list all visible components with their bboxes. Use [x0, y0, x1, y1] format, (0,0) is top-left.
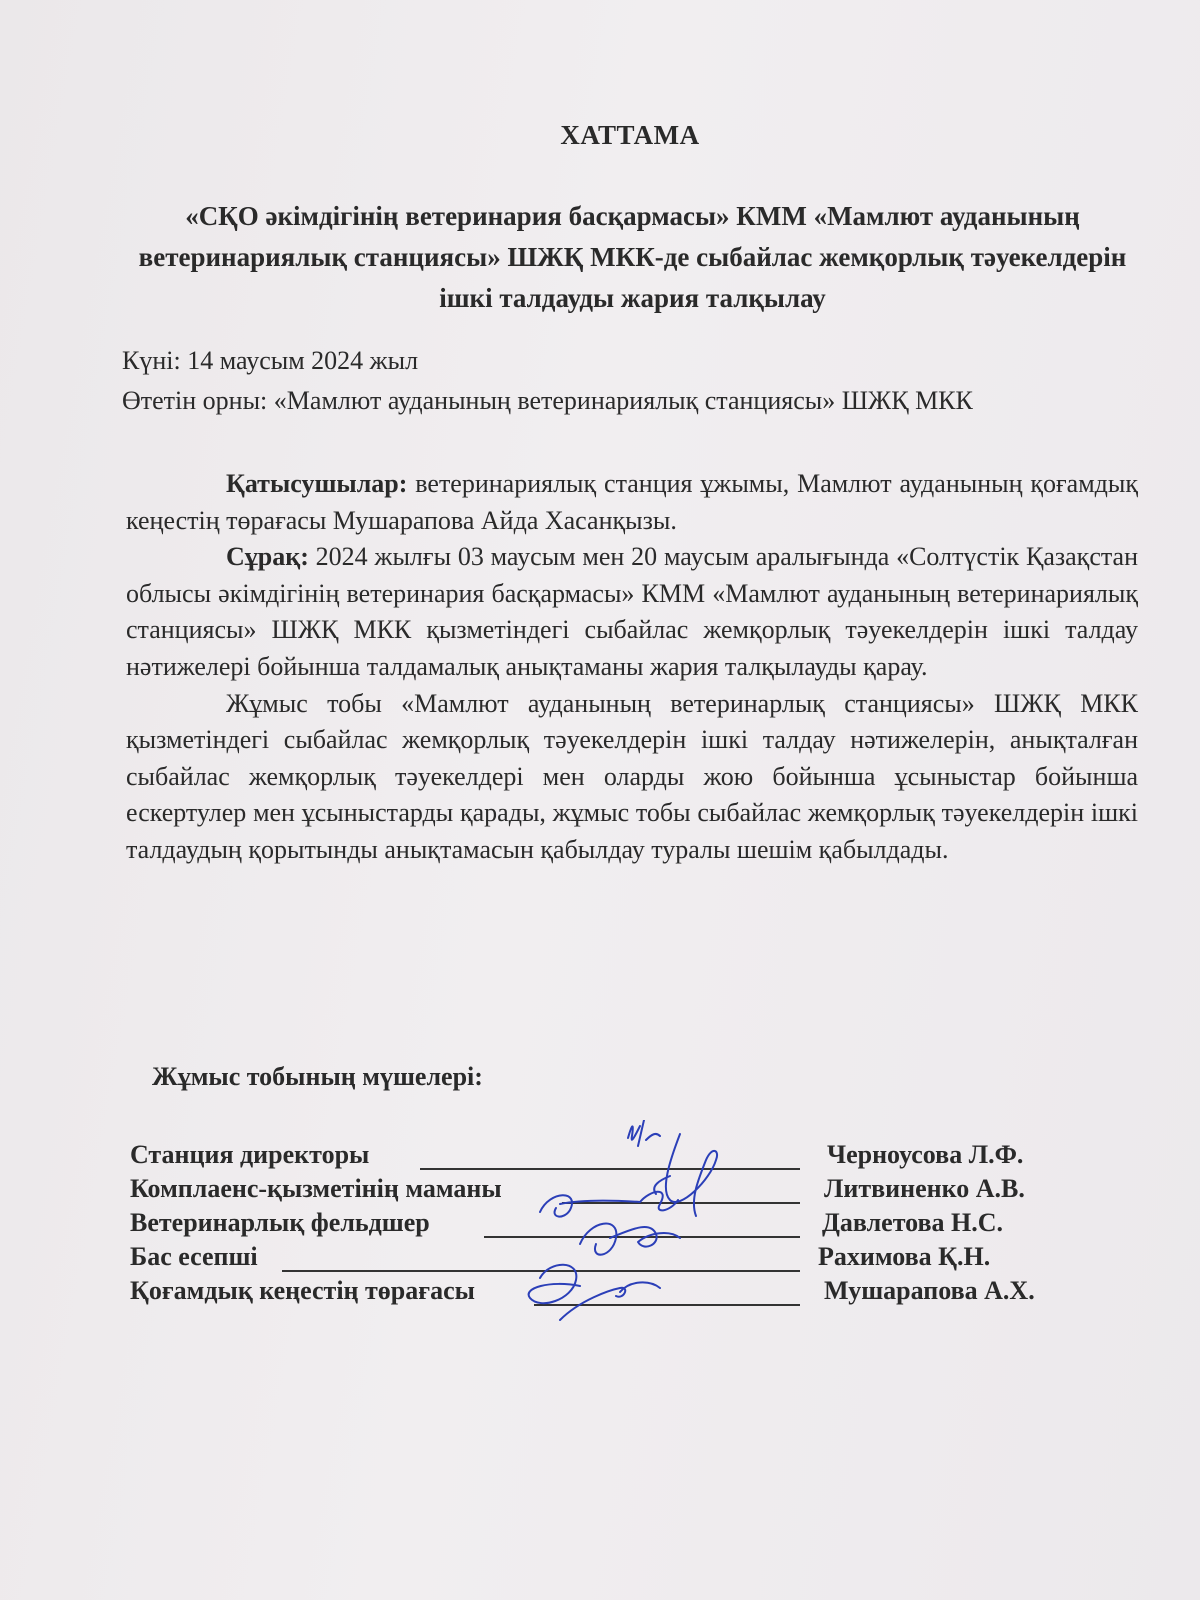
signatory-name: Черноусова Л.Ф.	[827, 1140, 1024, 1169]
signature-row	[130, 1208, 1070, 1242]
signatory-role: Комплаенс-қызметінің маманы	[130, 1174, 502, 1203]
signature-row	[130, 1174, 1070, 1208]
document-body	[126, 466, 1138, 869]
meeting-date: Күні: 14 маусым 2024 жыл	[122, 346, 419, 375]
signature-row	[130, 1242, 1070, 1276]
signature-line	[282, 1270, 800, 1272]
decision-paragraph: Жұмыс тобы «Мамлют ауданының ветеринарлық станциясы» ШЖҚ МКК қызметіндегі сыбайлас жемқорлық тәуекелдерін ішкі талдау нәтижелерін, анықталған сыбайлас жемқорлық тәуекелдері мен оларды жою бойынша ұсыныстар бойынша ескертулер мен ұсыныстарды қарады, жұмыс тобы сыбайлас жемқорлық тәуекелдерін ішкі талдаудың қорытынды анықтамасын қабылдау туралы шешім қабылдады.	[126, 688, 1138, 864]
question-label: Сұрақ:	[226, 542, 309, 572]
participants-paragraph	[126, 466, 1138, 539]
document-title: ХАТТАМА	[560, 120, 700, 150]
signatory-role: Бас есепші	[130, 1242, 258, 1271]
participants-label: Қатысушылар:	[226, 469, 408, 498]
signature-row	[130, 1276, 1070, 1310]
signatory-name: Мушарапова А.Х.	[824, 1276, 1035, 1305]
meeting-place: Өтетін орны: «Мамлют ауданының ветеринариялық станциясы» ШЖҚ МКК	[122, 386, 973, 415]
signatory-name: Давлетова Н.С.	[822, 1208, 1004, 1237]
signature-line	[484, 1236, 800, 1238]
signature-line	[420, 1168, 800, 1170]
signatory-role: Қоғамдық кеңестің төрағасы	[130, 1276, 475, 1305]
signature-row	[130, 1140, 1070, 1174]
signatory-name: Рахимова Қ.Н.	[818, 1242, 991, 1271]
document-subtitle: «СҚО әкімдігінің ветеринария басқармасы» КММ «Мамлют ауданының ветеринариялық станциясы» ШЖҚ МКК-де сыбайлас жемқорлық тәуекелдерін ішкі талдауды жария талқылау	[138, 201, 1127, 313]
question-paragraph	[126, 539, 1138, 685]
signatory-role: Станция директоры	[130, 1140, 370, 1169]
question-text: 2024 жылғы 03 маусым мен 20 маусым аралығында «Солтүстік Қазақстан облысы әкімдігінің ветеринария басқармасы» КММ «Мамлют ауданының ветеринариялық станциясы» ШЖҚ МКК қызметіндегі сыбайлас жемқорлық тәуекелдерін ішкі талдау нәтижелері бойынша талдамалық анықтаманы жария талқылауды қарау.	[126, 542, 1138, 681]
signature-line	[562, 1202, 800, 1204]
participants-text: ветеринариялық станция ұжымы, Мамлют ауданының қоғамдық кеңестің төрағасы Мушарапова Айда Хасанқызы.	[126, 469, 1138, 535]
signature-line	[534, 1304, 800, 1306]
members-heading: Жұмыс тобының мүшелері:	[152, 1062, 483, 1091]
signatory-name: Литвиненко А.В.	[824, 1174, 1025, 1203]
signatory-role: Ветеринарлық фельдшер	[130, 1208, 430, 1237]
